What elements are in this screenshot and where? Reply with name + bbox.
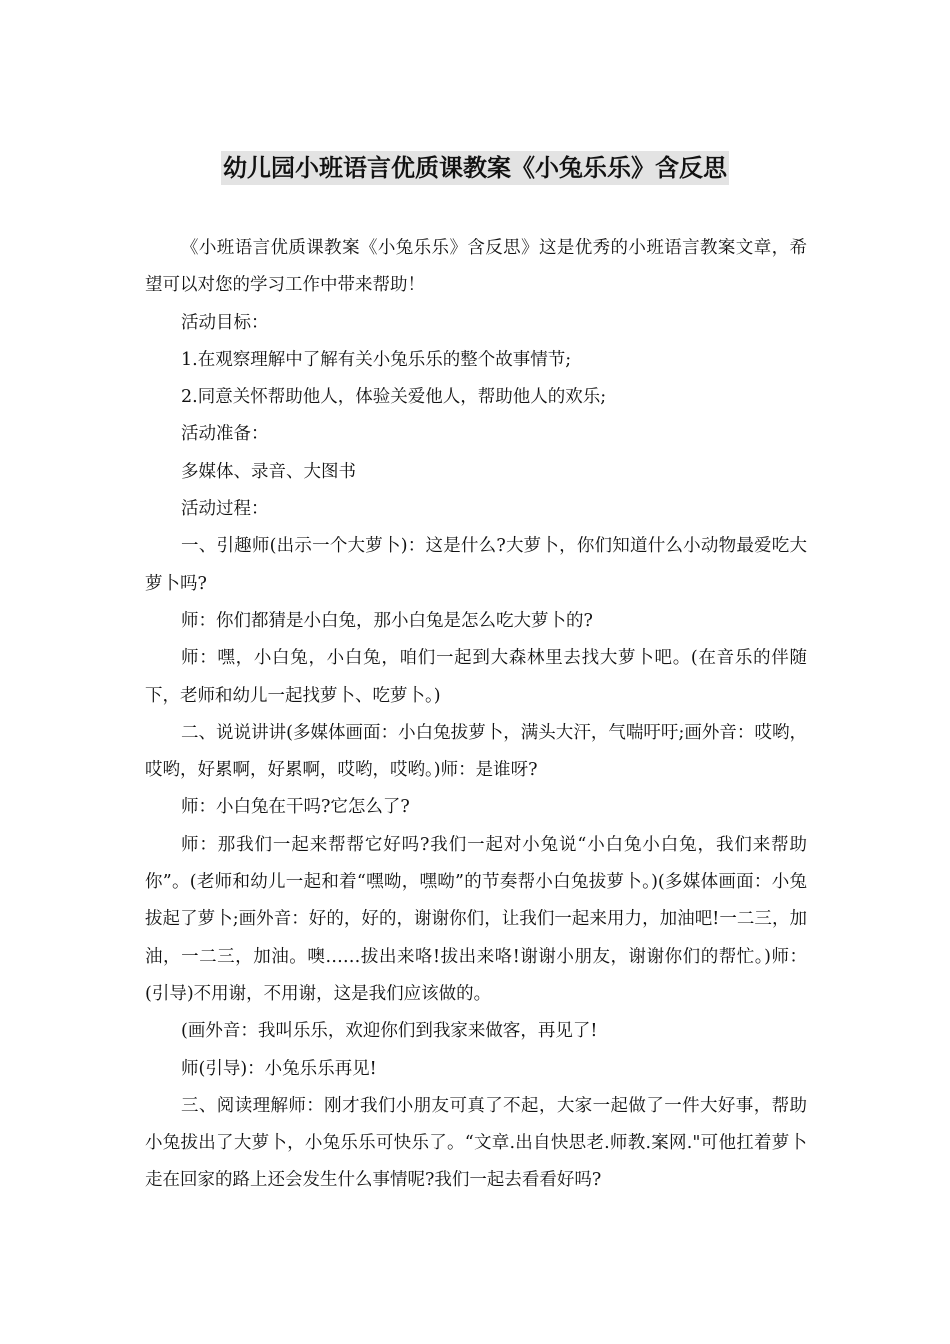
paragraph-objectives-heading: 活动目标： — [181, 312, 269, 333]
paragraph-dialogue-2: 师：嘿，小白兔，小白兔，咱们一起到大森林里去找大萝卜吧。(在音乐的伴随下，老师和幼儿一起找萝卜、吃萝卜。) — [145, 648, 807, 706]
paragraph-dialogue-5: 师(引导)：小兔乐乐再见! — [181, 1058, 377, 1079]
paragraph-step-2: 二、说说讲讲(多媒体画面：小白兔拔萝卜，满头大汗，气喘吁吁;画外音：哎哟，哎哟，好累啊，好累啊，哎哟，哎哟。)师：是谁呀? — [145, 722, 807, 781]
paragraph-preparation-items: 多媒体、录音、大图书 — [181, 461, 356, 482]
paragraph-voiceover: (画外音：我叫乐乐，欢迎你们到我家来做客，再见了! — [181, 1021, 598, 1042]
paragraph-objective-2: 2.同意关怀帮助他人，体验关爱他人，帮助他人的欢乐; — [181, 387, 607, 408]
document-body — [145, 230, 807, 1200]
paragraph-process-heading: 活动过程： — [181, 499, 269, 520]
paragraph-preparation-heading: 活动准备： — [181, 424, 269, 445]
document-title: 幼儿园小班语言优质课教案《小兔乐乐》含反思 — [221, 151, 729, 185]
paragraph-dialogue-1: 师：你们都猜是小白兔，那小白兔是怎么吃大萝卜的? — [181, 610, 593, 631]
paragraph-step-1: 一、引趣师(出示一个大萝卜)：这是什么?大萝卜，你们知道什么小动物最爱吃大萝卜吗? — [145, 536, 807, 594]
paragraph-dialogue-4: 师：那我们一起来帮帮它好吗?我们一起对小兔说“小白兔小白兔，我们来帮助你”。(老师和幼儿一起和着“嘿呦，嘿呦”的节奏帮小白兔拔萝卜。)(多媒体画面：小兔拔起了萝卜;画外音：好的，好的，谢谢你们，让我们一起来用力，加油吧!一二三，加油，一二三，加油。噢……拔出来咯!拔出来咯!谢谢小朋友，谢谢你们的帮忙。)师：(引导)不用谢，不用谢，这是我们应该做的。 — [145, 834, 807, 1004]
paragraph-dialogue-3: 师：小白兔在干吗?它怎么了? — [181, 797, 410, 818]
title-container — [0, 151, 950, 185]
paragraph-objective-1: 1.在观察理解中了解有关小兔乐乐的整个故事情节; — [181, 349, 572, 370]
paragraph-step-3: 三、阅读理解师：刚才我们小朋友可真了不起，大家一起做了一件大好事，帮助小兔拔出了大萝卜，小兔乐乐可快乐了。“文章.出自快思老.师教.案网."可他扛着萝卜走在回家的路上还会发生什么事情呢?我们一起去看看好吗? — [145, 1095, 807, 1191]
paragraph-intro: 《小班语言优质课教案《小兔乐乐》含反思》这是优秀的小班语言教案文章，希望可以对您的学习工作中带来帮助！ — [145, 238, 807, 296]
